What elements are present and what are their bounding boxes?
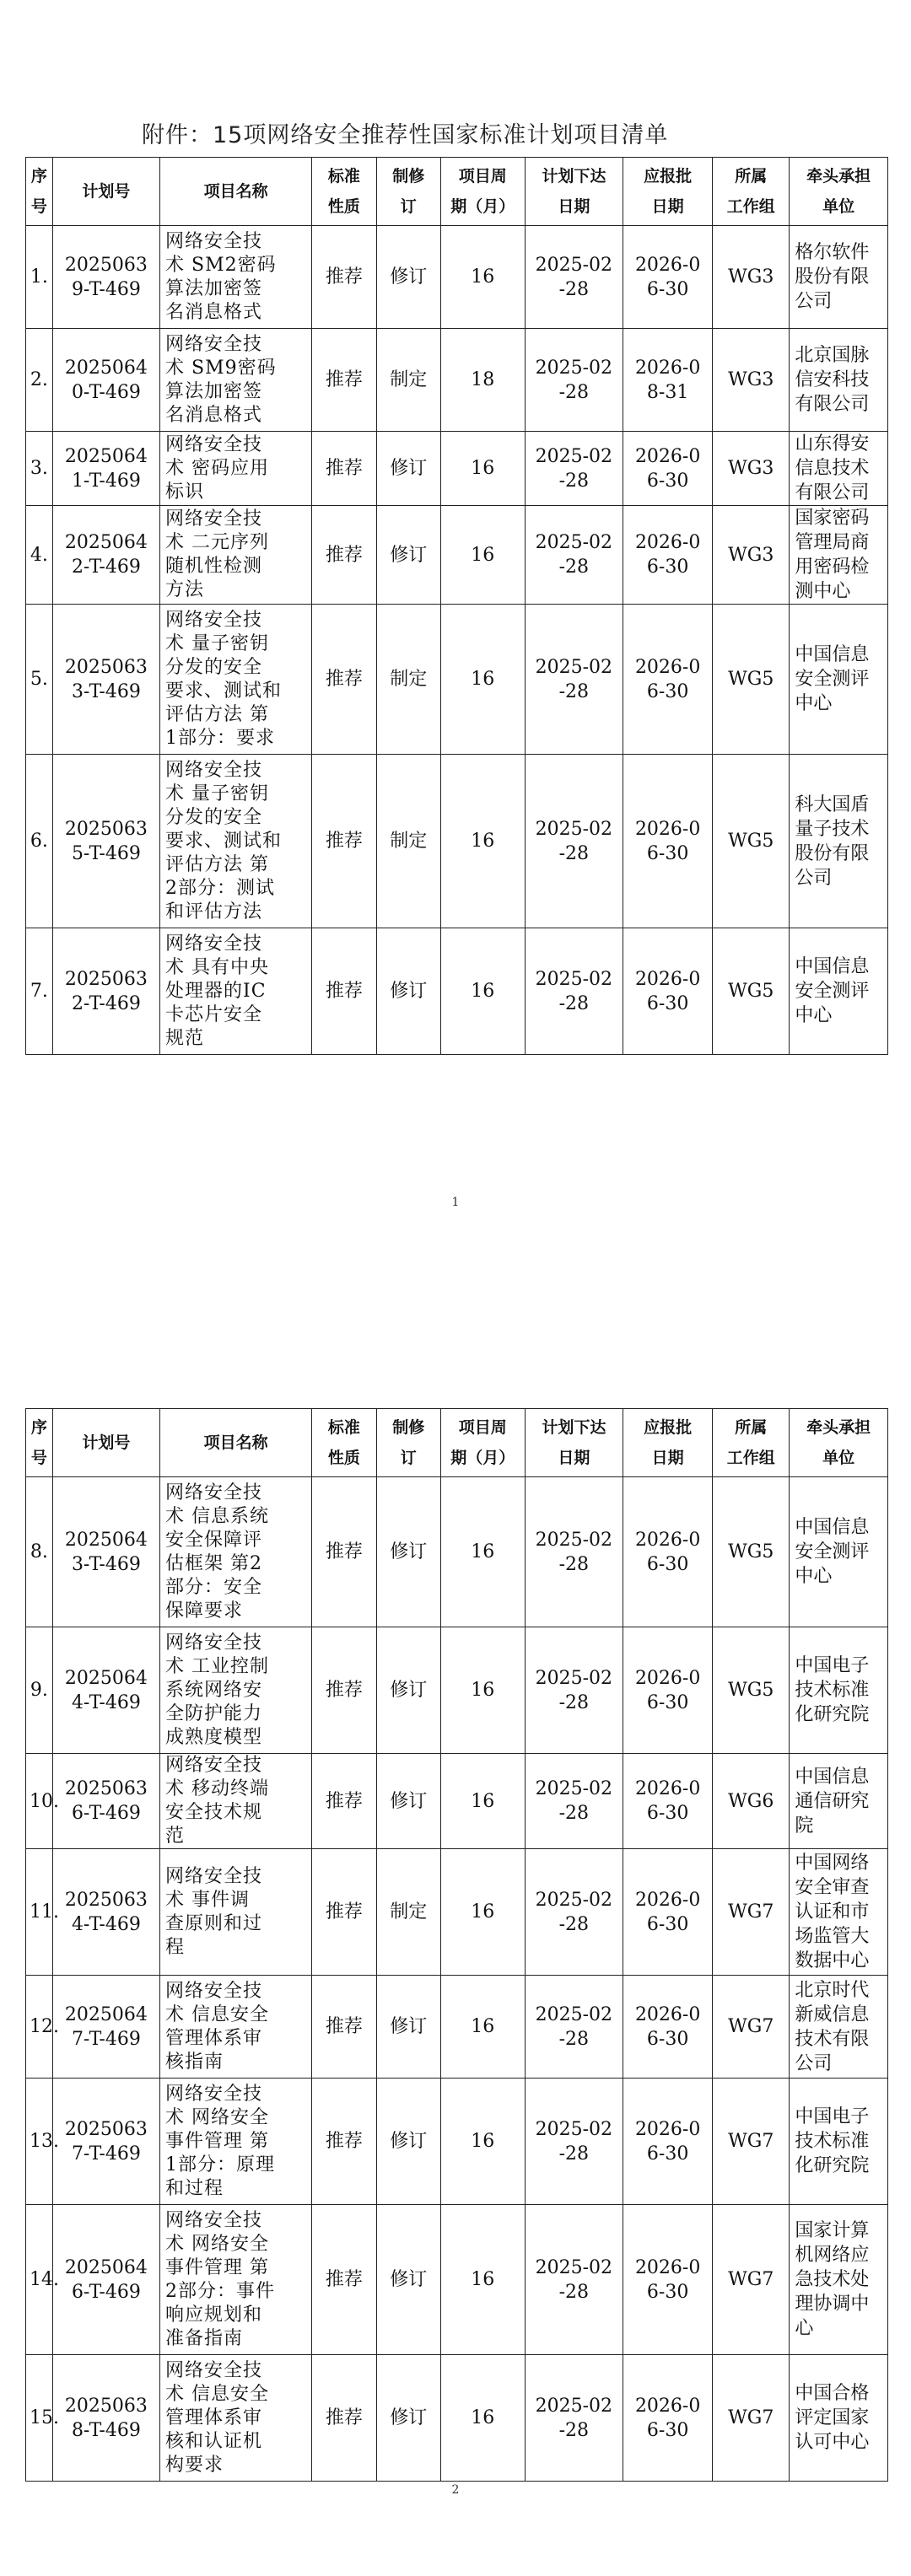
project-period: 16 <box>440 226 525 329</box>
project-period: 16 <box>440 432 525 506</box>
row-seq: 13. <box>26 2079 53 2205</box>
approval-date: 2026-0 6-30 <box>623 2079 713 2205</box>
plan-number: 2025064 7-T-469 <box>52 1976 159 2079</box>
plan-number: 2025063 9-T-469 <box>52 226 159 329</box>
row-seq: 6. <box>26 755 53 928</box>
approval-date: 2026-0 6-30 <box>623 1627 713 1754</box>
working-group: WG7 <box>713 2205 790 2355</box>
row-seq: 14. <box>26 2205 53 2355</box>
issue-date: 2025-02 -28 <box>525 1754 623 1849</box>
header-org: 牵头承担 单位 <box>790 158 888 226</box>
table-row <box>26 226 888 329</box>
lead-organization: 中国电子 技术标准 化研究院 <box>790 1627 888 1754</box>
lead-organization: 国家密码 管理局商 用密码检 测中心 <box>790 506 888 605</box>
row-seq: 7. <box>26 928 53 1055</box>
plan-number: 2025063 3-T-469 <box>52 605 159 755</box>
header-org: 牵头承担 单位 <box>790 1409 888 1477</box>
project-period: 16 <box>440 605 525 755</box>
revision-type: 修订 <box>376 2079 440 2205</box>
table-row <box>26 755 888 928</box>
table-row <box>26 2205 888 2355</box>
working-group: WG3 <box>713 329 790 432</box>
project-period: 16 <box>440 1477 525 1627</box>
project-name: 网络安全技 术 具有中央 处理器的IC 卡芯片安全 规范 <box>160 928 312 1055</box>
revision-type: 修订 <box>376 226 440 329</box>
project-name: 网络安全技 术 网络安全 事件管理 第 2部分：事件 响应规划和 准备指南 <box>160 2205 312 2355</box>
approval-date: 2026-0 6-30 <box>623 755 713 928</box>
header-issue-date: 计划下达 日期 <box>525 1409 623 1477</box>
standard-nature: 推荐 <box>312 2079 376 2205</box>
document-page-1 <box>0 0 911 1273</box>
revision-type: 修订 <box>376 1477 440 1627</box>
issue-date: 2025-02 -28 <box>525 2205 623 2355</box>
project-period: 16 <box>440 506 525 605</box>
lead-organization: 科大国盾 量子技术 股份有限 公司 <box>790 755 888 928</box>
issue-date: 2025-02 -28 <box>525 755 623 928</box>
standard-nature: 推荐 <box>312 506 376 605</box>
document-title: 附件：15项网络安全推荐性国家标准计划项目清单 <box>142 122 669 148</box>
row-seq: 4. <box>26 506 53 605</box>
project-period: 16 <box>440 2205 525 2355</box>
issue-date: 2025-02 -28 <box>525 432 623 506</box>
project-name: 网络安全技 术 网络安全 事件管理 第 1部分：原理 和过程 <box>160 2079 312 2205</box>
working-group: WG6 <box>713 1754 790 1849</box>
standard-nature: 推荐 <box>312 1754 376 1849</box>
issue-date: 2025-02 -28 <box>525 329 623 432</box>
header-type: 制修 订 <box>376 1409 440 1477</box>
standards-plan-table <box>25 157 888 1055</box>
working-group: WG5 <box>713 1627 790 1754</box>
lead-organization: 中国信息 安全测评 中心 <box>790 928 888 1055</box>
header-seq: 序 号 <box>26 1409 53 1477</box>
standard-nature: 推荐 <box>312 432 376 506</box>
table-header-row <box>26 1409 888 1477</box>
project-name: 网络安全技 术 移动终端 安全技术规 范 <box>160 1754 312 1849</box>
standard-nature: 推荐 <box>312 329 376 432</box>
lead-organization: 北京时代 新威信息 技术有限 公司 <box>790 1976 888 2079</box>
header-group: 所属 工作组 <box>713 1409 790 1477</box>
header-name: 项目名称 <box>160 1409 312 1477</box>
table-row <box>26 2079 888 2205</box>
table-body <box>26 1477 888 2482</box>
table-row <box>26 1754 888 1849</box>
project-period: 16 <box>440 1754 525 1849</box>
plan-number: 2025064 1-T-469 <box>52 432 159 506</box>
standard-nature: 推荐 <box>312 226 376 329</box>
working-group: WG5 <box>713 928 790 1055</box>
lead-organization: 中国网络 安全审查 认证和市 场监管大 数据中心 <box>790 1849 888 1976</box>
standard-nature: 推荐 <box>312 1849 376 1976</box>
header-approve-date: 应报批 日期 <box>623 158 713 226</box>
working-group: WG7 <box>713 1849 790 1976</box>
project-name: 网络安全技 术 量子密钥 分发的安全 要求、测试和 评估方法 第 2部分：测试 和评估方法 <box>160 755 312 928</box>
project-name: 网络安全技 术 工业控制 系统网络安 全防护能力 成熟度模型 <box>160 1627 312 1754</box>
lead-organization: 北京国脉 信安科技 有限公司 <box>790 329 888 432</box>
lead-organization: 中国信息 安全测评 中心 <box>790 1477 888 1627</box>
issue-date: 2025-02 -28 <box>525 605 623 755</box>
issue-date: 2025-02 -28 <box>525 506 623 605</box>
lead-organization: 国家计算 机网络应 急技术处 理协调中 心 <box>790 2205 888 2355</box>
issue-date: 2025-02 -28 <box>525 928 623 1055</box>
working-group: WG3 <box>713 226 790 329</box>
lead-organization: 中国信息 安全测评 中心 <box>790 605 888 755</box>
project-name: 网络安全技 术 信息安全 管理体系审 核和认证机 构要求 <box>160 2355 312 2482</box>
table-row <box>26 1849 888 1976</box>
approval-date: 2026-0 6-30 <box>623 506 713 605</box>
project-period: 16 <box>440 2079 525 2205</box>
row-seq: 1. <box>26 226 53 329</box>
plan-number: 2025063 7-T-469 <box>52 2079 159 2205</box>
approval-date: 2026-0 6-30 <box>623 928 713 1055</box>
project-name: 网络安全技 术 二元序列 随机性检测 方法 <box>160 506 312 605</box>
row-seq: 9. <box>26 1627 53 1754</box>
table-row <box>26 1477 888 1627</box>
lead-organization: 中国电子 技术标准 化研究院 <box>790 2079 888 2205</box>
header-nature: 标准 性质 <box>312 1409 376 1477</box>
project-name: 网络安全技 术 密码应用 标识 <box>160 432 312 506</box>
plan-number: 2025064 6-T-469 <box>52 2205 159 2355</box>
issue-date: 2025-02 -28 <box>525 2079 623 2205</box>
plan-number: 2025064 2-T-469 <box>52 506 159 605</box>
standard-nature: 推荐 <box>312 2205 376 2355</box>
project-period: 16 <box>440 1976 525 2079</box>
row-seq: 5. <box>26 605 53 755</box>
table-header-row <box>26 158 888 226</box>
project-period: 16 <box>440 2355 525 2482</box>
header-name: 项目名称 <box>160 158 312 226</box>
issue-date: 2025-02 -28 <box>525 1477 623 1627</box>
approval-date: 2026-0 6-30 <box>623 1754 713 1849</box>
header-period: 项目周 期（月） <box>440 158 525 226</box>
approval-date: 2026-0 6-30 <box>623 2205 713 2355</box>
row-seq: 10. <box>26 1754 53 1849</box>
header-plan-no: 计划号 <box>52 158 159 226</box>
table-row <box>26 506 888 605</box>
standard-nature: 推荐 <box>312 1976 376 2079</box>
header-seq: 序 号 <box>26 158 53 226</box>
header-approve-date: 应报批 日期 <box>623 1409 713 1477</box>
lead-organization: 中国合格 评定国家 认可中心 <box>790 2355 888 2482</box>
issue-date: 2025-02 -28 <box>525 1976 623 2079</box>
revision-type: 修订 <box>376 1976 440 2079</box>
project-name: 网络安全技 术 事件调 查原则和过 程 <box>160 1849 312 1976</box>
working-group: WG7 <box>713 2355 790 2482</box>
table-row <box>26 432 888 506</box>
working-group: WG7 <box>713 2079 790 2205</box>
revision-type: 制定 <box>376 1849 440 1976</box>
table-body <box>26 226 888 1055</box>
approval-date: 2026-0 6-30 <box>623 2355 713 2482</box>
working-group: WG5 <box>713 755 790 928</box>
approval-date: 2026-0 6-30 <box>623 1976 713 2079</box>
revision-type: 修订 <box>376 928 440 1055</box>
plan-number: 2025063 4-T-469 <box>52 1849 159 1976</box>
plan-number: 2025063 8-T-469 <box>52 2355 159 2482</box>
header-group: 所属 工作组 <box>713 158 790 226</box>
lead-organization: 格尔软件 股份有限 公司 <box>790 226 888 329</box>
header-nature: 标准 性质 <box>312 158 376 226</box>
lead-organization: 山东得安 信息技术 有限公司 <box>790 432 888 506</box>
standard-nature: 推荐 <box>312 2355 376 2482</box>
working-group: WG3 <box>713 506 790 605</box>
revision-type: 修订 <box>376 432 440 506</box>
project-name: 网络安全技 术 SM9密码 算法加密签 名消息格式 <box>160 329 312 432</box>
project-name: 网络安全技 术 信息安全 管理体系审 核指南 <box>160 1976 312 2079</box>
row-seq: 12. <box>26 1976 53 2079</box>
approval-date: 2026-0 6-30 <box>623 1849 713 1976</box>
approval-date: 2026-0 6-30 <box>623 226 713 329</box>
issue-date: 2025-02 -28 <box>525 226 623 329</box>
project-period: 18 <box>440 329 525 432</box>
approval-date: 2026-0 8-31 <box>623 329 713 432</box>
plan-number: 2025063 2-T-469 <box>52 928 159 1055</box>
header-period: 项目周 期（月） <box>440 1409 525 1477</box>
table-row <box>26 928 888 1055</box>
working-group: WG7 <box>713 1976 790 2079</box>
revision-type: 修订 <box>376 2355 440 2482</box>
project-name: 网络安全技 术 量子密钥 分发的安全 要求、测试和 评估方法 第 1部分：要求 <box>160 605 312 755</box>
project-name: 网络安全技 术 SM2密码 算法加密签 名消息格式 <box>160 226 312 329</box>
plan-number: 2025064 4-T-469 <box>52 1627 159 1754</box>
project-period: 16 <box>440 755 525 928</box>
approval-date: 2026-0 6-30 <box>623 605 713 755</box>
issue-date: 2025-02 -28 <box>525 1627 623 1754</box>
revision-type: 制定 <box>376 605 440 755</box>
row-seq: 8. <box>26 1477 53 1627</box>
standards-plan-table <box>25 1408 888 2482</box>
document-page-2 <box>0 1290 911 2576</box>
page-number: 2 <box>451 2483 460 2497</box>
working-group: WG5 <box>713 1477 790 1627</box>
revision-type: 制定 <box>376 755 440 928</box>
standard-nature: 推荐 <box>312 928 376 1055</box>
table-row <box>26 605 888 755</box>
table-row <box>26 2355 888 2482</box>
page-number: 1 <box>451 1196 460 1209</box>
row-seq: 3. <box>26 432 53 506</box>
working-group: WG5 <box>713 605 790 755</box>
table-row <box>26 1976 888 2079</box>
table-row <box>26 329 888 432</box>
plan-number: 2025064 3-T-469 <box>52 1477 159 1627</box>
revision-type: 修订 <box>376 2205 440 2355</box>
revision-type: 修订 <box>376 1627 440 1754</box>
lead-organization: 中国信息 通信研究 院 <box>790 1754 888 1849</box>
row-seq: 2. <box>26 329 53 432</box>
project-period: 16 <box>440 1627 525 1754</box>
plan-number: 2025063 6-T-469 <box>52 1754 159 1849</box>
plan-number: 2025063 5-T-469 <box>52 755 159 928</box>
project-period: 16 <box>440 928 525 1055</box>
issue-date: 2025-02 -28 <box>525 2355 623 2482</box>
revision-type: 修订 <box>376 1754 440 1849</box>
header-issue-date: 计划下达 日期 <box>525 158 623 226</box>
approval-date: 2026-0 6-30 <box>623 432 713 506</box>
standard-nature: 推荐 <box>312 1477 376 1627</box>
standard-nature: 推荐 <box>312 605 376 755</box>
plan-number: 2025064 0-T-469 <box>52 329 159 432</box>
revision-type: 制定 <box>376 329 440 432</box>
project-name: 网络安全技 术 信息系统 安全保障评 估框架 第2 部分：安全 保障要求 <box>160 1477 312 1627</box>
header-type: 制修 订 <box>376 158 440 226</box>
row-seq: 11. <box>26 1849 53 1976</box>
standard-nature: 推荐 <box>312 755 376 928</box>
approval-date: 2026-0 6-30 <box>623 1477 713 1627</box>
project-period: 16 <box>440 1849 525 1976</box>
revision-type: 修订 <box>376 506 440 605</box>
header-plan-no: 计划号 <box>52 1409 159 1477</box>
issue-date: 2025-02 -28 <box>525 1849 623 1976</box>
row-seq: 15. <box>26 2355 53 2482</box>
working-group: WG3 <box>713 432 790 506</box>
table-row <box>26 1627 888 1754</box>
standard-nature: 推荐 <box>312 1627 376 1754</box>
